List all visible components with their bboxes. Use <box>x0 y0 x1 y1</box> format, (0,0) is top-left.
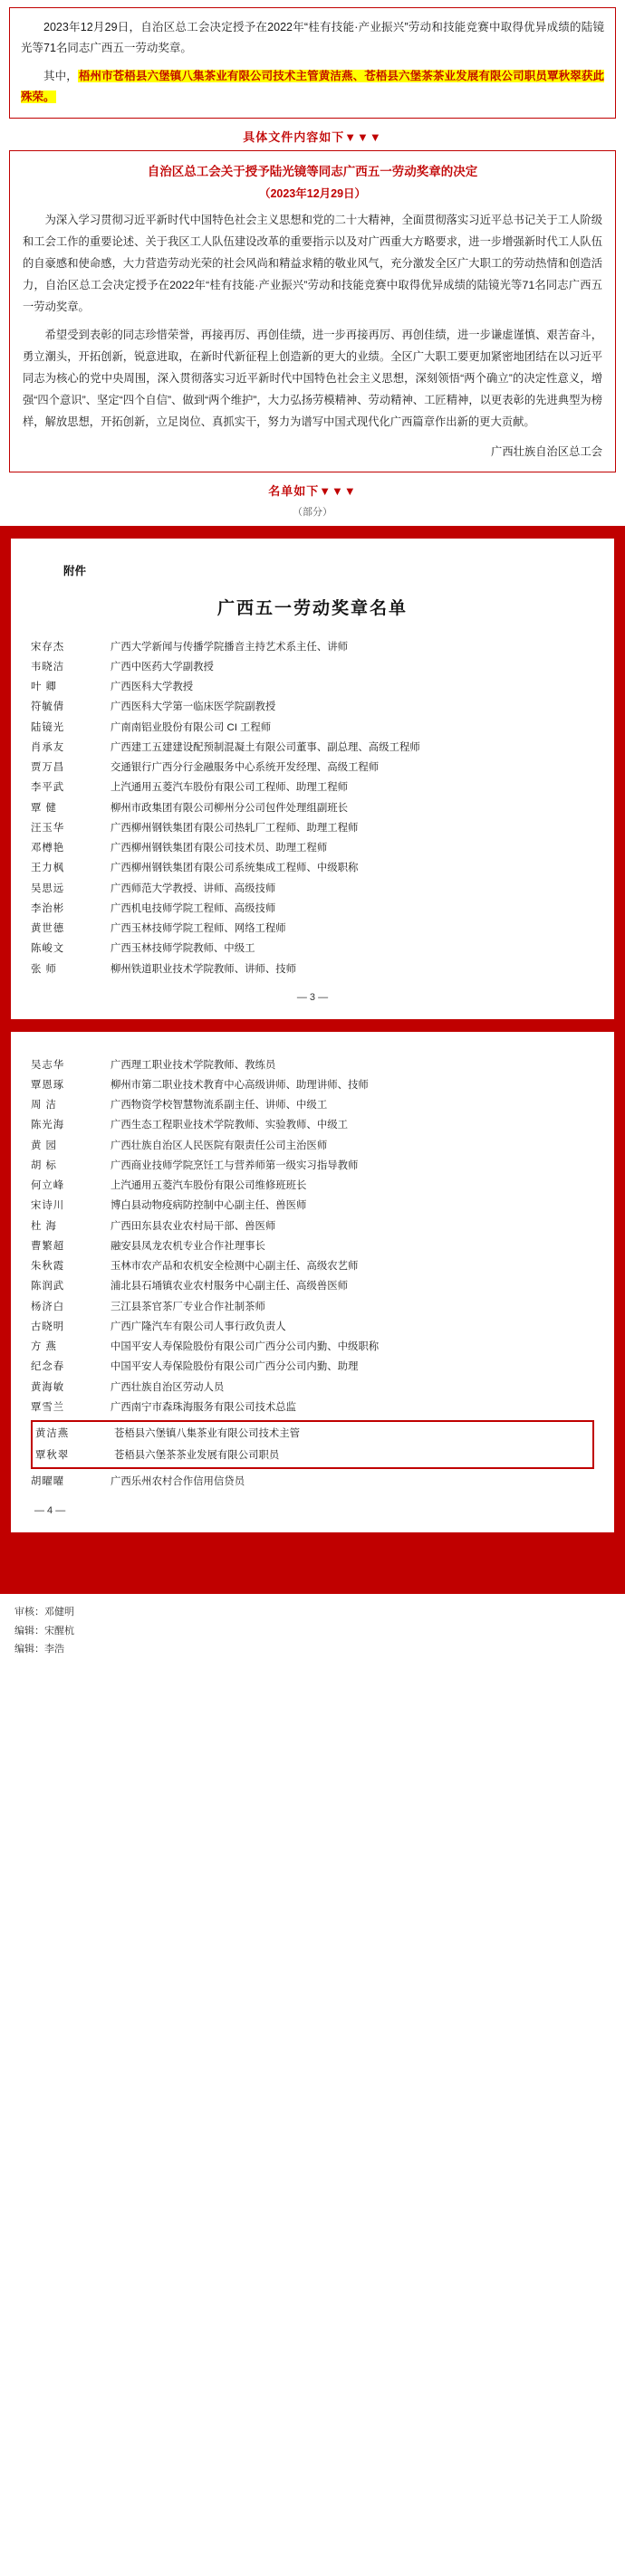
person-desc: 广西玉林技师学院教师、中级工 <box>111 943 255 955</box>
person-name: 何立峰 <box>31 1180 65 1192</box>
table-row <box>31 858 594 878</box>
table-row <box>31 1176 594 1196</box>
decision-date: （2023年12月29日） <box>258 187 367 201</box>
name-table-2-after <box>31 1472 594 1492</box>
person-desc: 广西理工职业技术学院教师、教练员 <box>111 1059 276 1071</box>
table-row <box>31 939 594 959</box>
footer-credits <box>0 1594 625 1673</box>
person-name: 陈光海 <box>31 1120 65 1131</box>
person-name: 黄洁燕 <box>35 1427 70 1439</box>
person-name: 朱秋霞 <box>31 1261 65 1273</box>
person-name: 叶 卿 <box>31 682 57 693</box>
footer-line-3: 编辑：李浩 <box>14 1644 64 1655</box>
name-list-panel <box>0 526 625 1594</box>
table-row <box>31 657 594 677</box>
person-name: 方 燕 <box>31 1341 57 1353</box>
person-desc: 广西柳州钢铁集团有限公司技术员、助理工程师 <box>111 843 328 854</box>
table-row <box>31 1297 594 1317</box>
person-desc: 广西壮族自治区人民医院有限责任公司主治医师 <box>111 1140 328 1151</box>
person-desc: 浦北县石埇镇农业农村服务中心副主任、高级兽医师 <box>111 1281 348 1293</box>
person-desc: 柳州铁道职业技术学院教师、讲师、技师 <box>111 963 297 975</box>
table-row <box>31 677 594 697</box>
table-row <box>31 1156 594 1176</box>
list-title: 广西五一劳动奖章名单 <box>216 598 408 618</box>
person-desc: 广西南宁市森珠海服务有限公司技术总监 <box>111 1401 297 1413</box>
person-name: 杨济白 <box>31 1301 65 1312</box>
table-row <box>31 1095 594 1115</box>
person-name: 黄世德 <box>31 923 65 935</box>
person-desc: 上汽通用五菱汽车股份有限公司工程师、助理工程师 <box>111 782 348 794</box>
decision-paragraph-2: 希望受到表彰的同志珍惜荣誉，再接再厉、再创佳绩，进一步再接再厉、再创佳绩，进一步谦虚谨慎、艰苦奋斗，勇立潮头，开拓创新，锐意进取，在新时代新征程上创造新的更大的业绩。全区广大职工要更加紧密地团结在以习近平同志为核心的党中央周围，深入贯彻落实习近平新时代中国特色社会主义思想，深刻领悟“两个确立”的决定性意义，增强“四个意识”、坚定“四个自信”、做到“两个维护”，大力弘扬劳模精神、劳动精神、工匠精神，以更表彰的先进典型为榜样，解放思想，开拓创新，立足岗位、真抓实干，努力为谱写中国式现代化广西篇章作出新的更大贡献。 <box>23 328 602 428</box>
person-name: 古晓明 <box>31 1321 65 1332</box>
footer-line-2: 编辑：宋醒杭 <box>14 1625 74 1636</box>
table-row <box>31 919 594 939</box>
attachment-label: 附件 <box>63 564 87 577</box>
separator-name-list: 名单如下▼▼▼ <box>268 483 357 498</box>
table-row <box>31 758 594 778</box>
decision-title: 自治区总工会关于授予陆光镜等同志广西五一劳动奖章的决定 <box>147 164 478 178</box>
footer-line-1: 审核：邓健明 <box>14 1606 74 1617</box>
person-desc: 广西商业技师学院烹饪工与营养师第一级实习指导教师 <box>111 1159 359 1171</box>
person-name: 贾万昌 <box>31 762 65 774</box>
table-row <box>31 798 594 818</box>
table-row <box>31 1317 594 1337</box>
table-row <box>31 838 594 858</box>
decision-paragraph-1: 为深入学习贯彻习近平新时代中国特色社会主义思想和党的二十大精神，全面贯彻落实习近平总书记关于工人阶级和工会工作的重要论述、关于我区工人队伍建设改革的重要指示以及对广西重大方略要求，进一步增强新时代工人队伍的自豪感和使命感，大力营造劳动光荣的社会风尚和精益求精的敬业风气，充分激发全区广大职工的劳动热情和创造活力，自治区总工会决定授予在2022年“桂有技能·产业振兴”劳动和技能竞赛中取得优异成绩的陆镜光等71名同志广西五一劳动奖章。 <box>23 214 602 313</box>
person-name: 宋存杰 <box>31 641 65 653</box>
person-desc: 交通银行广西分行金融服务中心系统开发经理、高级工程师 <box>111 762 380 774</box>
table-row <box>34 1445 591 1466</box>
person-desc: 广西医科大学教授 <box>111 682 194 693</box>
page-number: — 4 — <box>34 1504 66 1516</box>
person-desc: 广西乐州农村合作信用信贷员 <box>111 1476 245 1488</box>
list-subnote: （部分） <box>293 506 332 518</box>
person-desc: 广西机电技师学院工程师、高级技师 <box>111 902 276 914</box>
table-row <box>31 1115 594 1135</box>
intro-card <box>9 7 616 119</box>
person-desc: 玉林市农产品和农机安全检测中心副主任、高级农艺师 <box>111 1261 359 1273</box>
person-desc: 广西生态工程职业技术学院教师、实验教师、中级工 <box>111 1120 348 1131</box>
person-desc: 中国平安人寿保险股份有限公司广西分公司内勤、助理 <box>111 1361 359 1373</box>
table-row <box>31 1378 594 1398</box>
person-desc: 广西医科大学第一临床医学院副教授 <box>111 701 276 713</box>
table-row <box>31 1472 594 1492</box>
list-sheet-2 <box>11 1032 614 1532</box>
table-row <box>31 1256 594 1276</box>
person-name: 杜 海 <box>31 1220 57 1232</box>
table-row <box>31 1398 594 1417</box>
person-name: 陆镜光 <box>31 721 65 733</box>
table-row <box>34 1423 591 1445</box>
intro-highlight: 梧州市苍梧县六堡镇八集茶业有限公司技术主管黄洁燕、苍梧县六堡茶茶业发展有限公司职员覃秋翠获此殊荣。 <box>21 70 604 104</box>
table-row <box>31 738 594 758</box>
table-row <box>31 637 594 657</box>
person-desc: 广西师范大学教授、讲师、高级技师 <box>111 883 276 894</box>
person-name: 吴志华 <box>31 1059 65 1071</box>
table-row <box>31 1337 594 1357</box>
table-row <box>31 1055 594 1075</box>
table-row <box>31 1216 594 1236</box>
person-name: 汪玉华 <box>31 822 65 834</box>
person-name: 黄 园 <box>31 1140 57 1151</box>
person-desc: 广西壮族自治区劳动人员 <box>111 1381 225 1393</box>
person-desc: 三江县茶官茶厂专业合作社制茶师 <box>111 1301 265 1312</box>
table-row <box>31 879 594 899</box>
person-name: 吴思远 <box>31 883 65 894</box>
person-name: 覃雪兰 <box>31 1401 65 1413</box>
table-row <box>31 1236 594 1256</box>
person-desc: 广西柳州钢铁集团有限公司热轧厂工程师、助理工程师 <box>111 822 359 834</box>
person-name: 邓樽艳 <box>31 843 65 854</box>
person-name: 曹繁超 <box>31 1240 65 1252</box>
person-name: 李平武 <box>31 782 65 794</box>
table-row <box>31 1357 594 1377</box>
decision-card <box>9 150 616 472</box>
article-page <box>0 7 625 1672</box>
person-name: 覃恩琢 <box>31 1080 65 1091</box>
person-name: 纪念春 <box>31 1361 65 1373</box>
person-desc: 苍梧县六堡茶茶业发展有限公司职员 <box>114 1450 280 1462</box>
name-table-2 <box>31 1055 594 1417</box>
person-desc: 广西大学新闻与传播学院播音主持艺术系主任、讲师 <box>111 641 348 653</box>
person-desc: 融安县凤龙农机专业合作社理事长 <box>111 1240 265 1252</box>
person-desc: 苍梧县六堡镇八集茶业有限公司技术主管 <box>114 1427 301 1439</box>
name-table-1 <box>31 637 594 979</box>
person-desc: 上汽通用五菱汽车股份有限公司维修班班长 <box>111 1180 307 1192</box>
page-number: — 3 — <box>296 991 329 1003</box>
table-row <box>31 899 594 919</box>
person-desc: 中国平安人寿保险股份有限公司广西分公司内勤、中级职称 <box>111 1341 380 1353</box>
person-desc: 博白县动物疫病防控制中心副主任、兽医师 <box>111 1200 307 1212</box>
table-row <box>31 959 594 979</box>
person-name: 张 师 <box>31 963 57 975</box>
table-row <box>31 778 594 797</box>
person-desc: 广西广隆汽车有限公司人事行政负责人 <box>111 1321 286 1332</box>
person-name: 胡曜曜 <box>31 1476 65 1488</box>
person-name: 肖承友 <box>31 741 65 753</box>
intro-prefix: 其中， <box>43 70 78 83</box>
person-name: 李治彬 <box>31 902 65 914</box>
person-name: 宋诗川 <box>31 1200 65 1212</box>
highlighted-names-box <box>31 1420 594 1469</box>
intro-paragraph-1: 2023年12月29日，自治区总工会决定授予在2022年“桂有技能·产业振兴”劳动和技能竞赛中取得优异成绩的陆镜光等71名同志广西五一劳动奖章。 <box>21 21 604 55</box>
list-sheet-1 <box>11 539 614 1019</box>
person-name: 韦晓洁 <box>31 662 65 673</box>
person-name: 符毓倩 <box>31 701 65 713</box>
table-row <box>31 1196 594 1216</box>
person-desc: 柳州市政集团有限公司柳州分公司包件处理组副班长 <box>111 802 348 814</box>
table-row <box>31 818 594 838</box>
person-desc: 广南南铝业股份有限公司 CI 工程师 <box>111 721 272 733</box>
person-name: 胡 标 <box>31 1159 57 1171</box>
person-name: 陈峻文 <box>31 943 65 955</box>
person-desc: 广西中医药大学副教授 <box>111 662 214 673</box>
name-table-highlighted <box>34 1423 591 1466</box>
table-row <box>31 1136 594 1156</box>
person-name: 王力枫 <box>31 863 65 874</box>
decision-signature: 广西壮族自治区总工会 <box>491 444 602 458</box>
person-name: 覃 健 <box>31 802 57 814</box>
cheer-text: 为他们点赞！ <box>269 1557 356 1572</box>
table-row <box>31 1276 594 1296</box>
intro-paragraph-2 <box>21 66 604 108</box>
person-desc: 柳州市第二职业技术教育中心高级讲师、助理讲师、技师 <box>111 1080 369 1091</box>
separator-doc-content: 具体文件内容如下▼▼▼ <box>243 129 382 144</box>
table-row <box>31 1075 594 1095</box>
table-row <box>31 718 594 738</box>
person-name: 陈润武 <box>31 1281 65 1293</box>
person-desc: 广西田东县农业农村局干部、兽医师 <box>111 1220 276 1232</box>
table-row <box>31 697 594 717</box>
person-name: 黄海敏 <box>31 1381 65 1393</box>
person-name: 覃秋翠 <box>35 1450 70 1462</box>
person-desc: 广西建工五建建设配预制混凝土有限公司董事、副总理、高级工程师 <box>111 741 420 753</box>
person-desc: 广西柳州钢铁集团有限公司系统集成工程师、中级职称 <box>111 863 359 874</box>
person-desc: 广西玉林技师学院工程师、网络工程师 <box>111 923 286 935</box>
person-desc: 广西物资学校智慧物流系副主任、讲师、中级工 <box>111 1100 328 1111</box>
person-name: 周 洁 <box>31 1100 57 1111</box>
